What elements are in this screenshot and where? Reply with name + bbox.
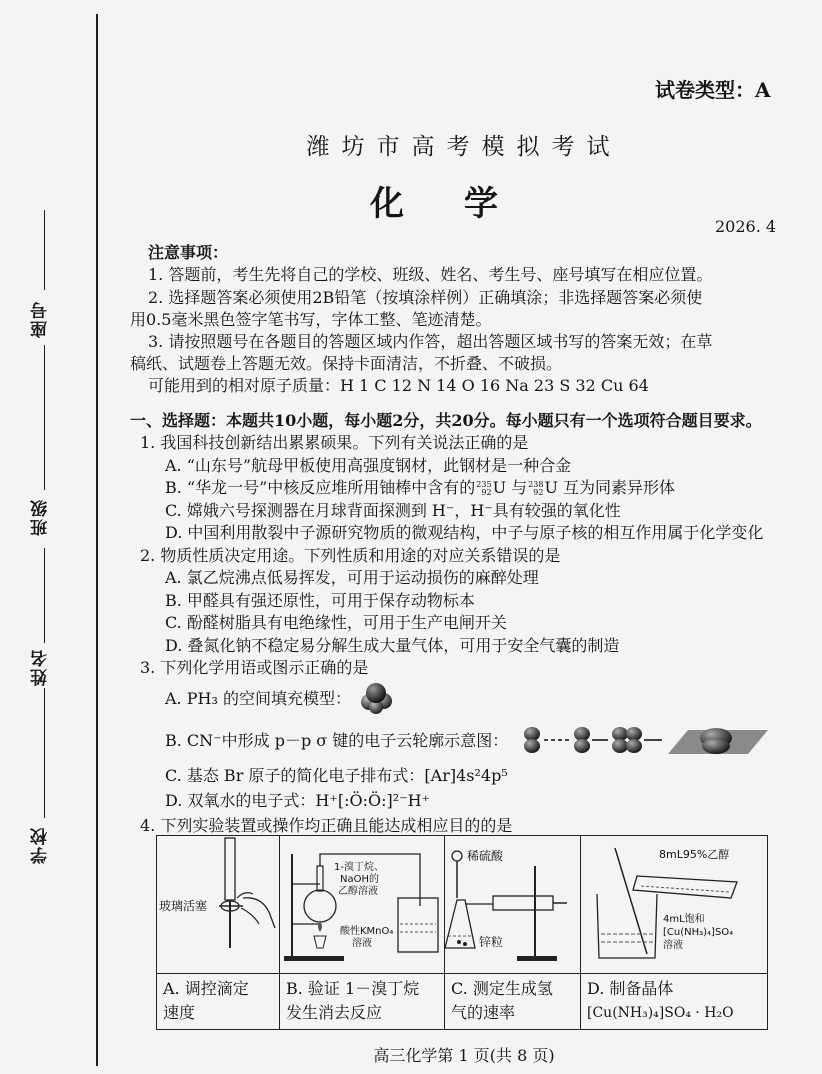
u235-z: 92 [481, 487, 492, 497]
caption-line: 发生消去反应 [286, 1003, 383, 1022]
q1-option-b[interactable] [165, 477, 675, 499]
kmno4-label: 酸性KMnO₄ [340, 926, 394, 937]
caption-line: C. 测定生成氢 [451, 979, 553, 998]
q2-option-a[interactable]: A. 氯乙烷沸点低易挥发，可用于运动损伤的麻醉处理 [165, 568, 539, 587]
name-label: 姓名 [31, 648, 51, 686]
section-heading: 一、选择题：本题共10小题，每小题2分，共20分。每小题只有一个选项符合题目要求。 [130, 411, 762, 430]
q1-b-text: U 互为同素异形体 [544, 478, 676, 497]
caption-line: A. 调控滴定 [163, 979, 249, 998]
cu-solution-label: 溶液 [663, 940, 683, 951]
q3-option-b[interactable]: B. CN⁻中形成 p－p σ 键的电子云轮廓示意图： [165, 731, 509, 750]
note-line: 用0.5毫米黑色签字笔书写，字体工整、笔迹清楚。 [130, 310, 492, 329]
apparatus-a-cell [157, 836, 280, 974]
q4-stem: 4. 下列实验装置或操作均正确且能达成相应目的的是 [140, 816, 513, 835]
option-a-caption[interactable] [157, 974, 280, 1030]
atomic-masses: 可能用到的相对原子质量：H 1 C 12 N 14 O 16 Na 23 S 32 Cu 64 [148, 376, 649, 395]
hydrogen-rate-apparatus [445, 836, 579, 969]
orbital-overlap-diagram [520, 718, 770, 762]
note-line: 稿纸、试题卷上答题无效。保持卡面清洁，不折叠、不破损。 [130, 354, 563, 373]
p-atom [366, 683, 386, 703]
apparatus-d-cell [581, 836, 768, 974]
q3-option-c[interactable]: C. 基态 Br 原子的简化电子排布式：[Ar]4s²4p⁵ [165, 766, 508, 785]
q2-option-b[interactable]: B. 甲醛具有强还原性，可用于保存动物标本 [165, 591, 475, 610]
notes-title: 注意事项： [148, 243, 229, 262]
option-c-caption[interactable] [445, 974, 581, 1030]
exam-date: 2026. 4 [715, 217, 777, 236]
q1-option-c[interactable]: C. 嫦娥六号探测器在月球背面探测到 H⁻，H⁻具有较强的氧化性 [165, 501, 621, 520]
burette-stopcock-illustration [157, 836, 278, 969]
class-blank[interactable] [44, 345, 45, 490]
q2-stem: 2. 物质性质决定用途。下列性质和用途的对应关系错误的是 [140, 546, 561, 565]
acid-label: 稀硫酸 [467, 849, 504, 863]
caption-line: D. 制备晶体 [587, 979, 674, 998]
caption-line: 速度 [163, 1003, 196, 1022]
crystal-preparation-illustration [581, 836, 767, 969]
u238-mass: 238 [528, 479, 544, 489]
caption-line: 气的速率 [451, 1003, 516, 1022]
class-label: 班级 [31, 498, 51, 536]
q2-option-c[interactable]: C. 酚醛树脂具有电绝缘性，可用于生产电闸开关 [165, 613, 507, 632]
cu-solution-label: 4mL饱和 [663, 914, 705, 925]
option-d-caption[interactable] [581, 974, 768, 1030]
name-blank[interactable] [44, 548, 45, 643]
q1-b-text: U 与 [492, 478, 528, 497]
u238-z: 92 [533, 487, 544, 497]
option-b-caption[interactable] [280, 974, 445, 1030]
elimination-reaction-apparatus [280, 836, 443, 969]
school-blank[interactable] [44, 688, 45, 818]
apparatus-b-cell [280, 836, 445, 974]
paper-type: 试卷类型：A [655, 78, 771, 102]
apparatus-table [156, 835, 768, 1030]
q1-stem: 1. 我国科技创新结出累累硕果。下列有关说法正确的是 [140, 433, 529, 452]
caption-line: [Cu(NH₃)₄]SO₄ · H₂O [587, 1005, 734, 1021]
school-label: 学校 [31, 826, 51, 864]
stopcock-label: 玻璃活塞 [159, 899, 208, 913]
reagent-label: 1-溴丁烷、 [334, 862, 384, 873]
q1-b-text: B. “华龙一号”中核反应堆所用铀棒中含有的 [165, 478, 476, 497]
apparatus-c-cell [445, 836, 581, 974]
seat-number-label: 座号 [31, 300, 51, 338]
q3-option-d[interactable]: D. 双氧水的电子式：H⁺[:Ö:Ö:]²⁻H⁺ [165, 791, 430, 810]
reagent-label: NaOH的 [340, 874, 379, 885]
reagent-label: 乙醇溶液 [338, 886, 378, 897]
subject-title: 化学 [370, 184, 558, 224]
note-line: 3. 请按照题号在各题目的答题区域内作答，超出答题区域书写的答案无效；在草 [148, 332, 713, 351]
kmno4-label: 溶液 [352, 938, 372, 949]
note-line: 2. 选择题答案必须使用2B铅笔（按填涂样例）正确填涂；非选择题答案必须使 [148, 288, 703, 307]
exam-title: 潍坊市高考模拟考试 [306, 134, 622, 160]
q3-option-a[interactable]: A. PH₃ 的空间填充模型： [165, 689, 351, 708]
q1-option-d[interactable]: D. 中国利用散裂中子源研究物质的微观结构，中子与原子核的相互作用属于化学变化 [165, 523, 764, 542]
q3-stem: 3. 下列化学用语或图示正确的是 [140, 658, 369, 677]
caption-line: B. 验证 1－溴丁烷 [286, 979, 420, 998]
cu-solution-label: [Cu(NH₃)₄]SO₄ [663, 927, 734, 938]
zinc-label: 锌粒 [479, 935, 504, 949]
note-line: 1. 答题前，考生先将自己的学校、班级、姓名、考生号、座号填写在相应位置。 [148, 265, 713, 284]
ph3-space-filling-model [358, 680, 394, 716]
q1-option-a[interactable]: A. “山东号”航母甲板使用高强度钢材，此钢材是一种合金 [165, 456, 572, 475]
page-footer: 高三化学第 1 页(共 8 页) [373, 1046, 555, 1065]
u235-mass: 235 [476, 479, 492, 489]
binding-line [96, 14, 98, 1066]
ethanol-label: 8mL95%乙醇 [659, 848, 730, 861]
q2-option-d[interactable]: D. 叠氮化钠不稳定易分解生成大量气体，可用于安全气囊的制造 [165, 636, 620, 655]
